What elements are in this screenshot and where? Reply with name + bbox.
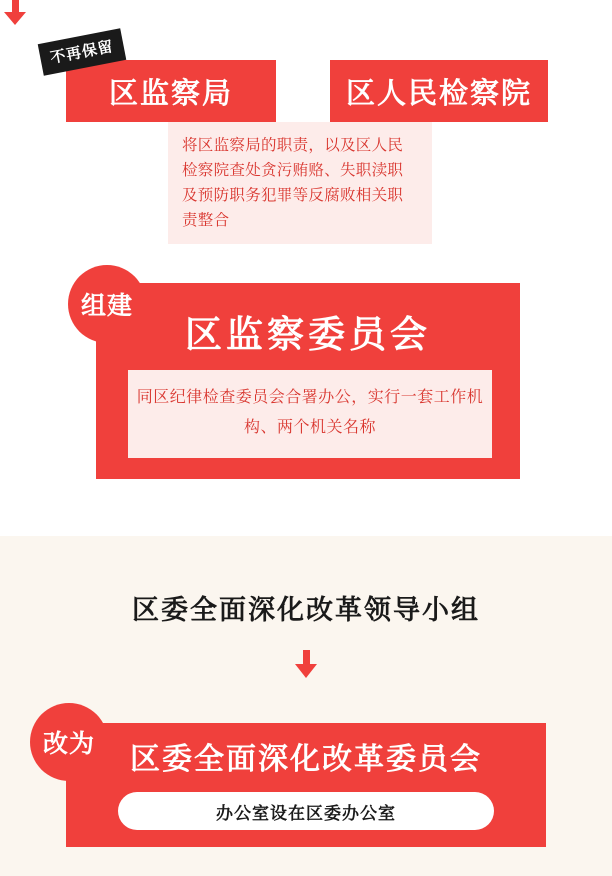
arrow-stem xyxy=(303,650,310,664)
down-arrow-icon xyxy=(0,0,30,25)
badge-establish: 组建 xyxy=(68,265,146,343)
badge-renamed-to: 改为 xyxy=(30,703,108,781)
title-reform-committee: 区委全面深化改革委员会 xyxy=(130,743,482,776)
box-district-supervision-bureau: 区监察局 xyxy=(66,60,276,122)
ribbon-badge-not-retained: 不再保留 xyxy=(38,28,127,75)
title-reform-leading-group: 区委全面深化改革领导小组 xyxy=(132,595,480,625)
arrow-head xyxy=(295,664,317,678)
description-panel-merge-duties: 将区监察局的职责，以及区人民检察院查处贪污贿赂、失职渎职及预防职务犯罪等反腐败相关职责整合 xyxy=(168,122,432,244)
title-district-supervision-commission: 区监察委员会 xyxy=(185,314,431,355)
box-district-peoples-procuratorate: 区人民检察院 xyxy=(330,60,548,122)
section-reform-committee xyxy=(0,536,612,876)
arrow-stem xyxy=(12,0,19,12)
arrow-head xyxy=(4,12,26,25)
section-divider xyxy=(0,512,612,536)
description-panel-joint-office: 同区纪律检查委员会合署办公，实行一套工作机构、两个机关名称 xyxy=(128,370,492,458)
down-arrow-icon xyxy=(291,650,321,678)
note-office-location: 办公室设在区委办公室 xyxy=(118,792,494,830)
